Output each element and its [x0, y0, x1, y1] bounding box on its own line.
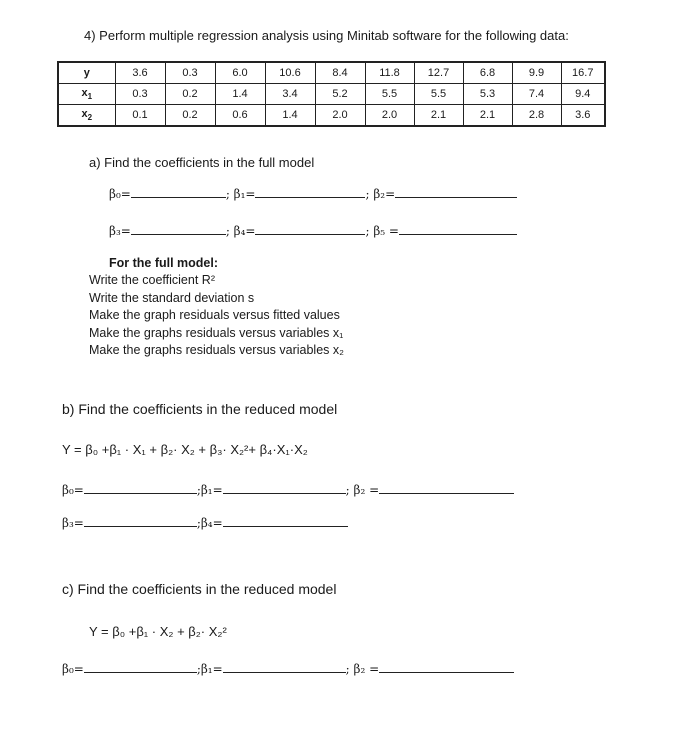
beta4-answer-line[interactable] [223, 525, 348, 527]
table-row [58, 84, 605, 105]
beta5-answer-line[interactable] [399, 233, 517, 235]
part-b-equation: Y = β₀ +β₁ · X₁ + β₂· X₂ + β₃· X₂²+ β₄·X₁·X₂ [62, 442, 308, 457]
table-cell: 12.7 [414, 62, 463, 84]
beta2-answer-line[interactable] [379, 492, 514, 494]
table-cell: 9.4 [561, 84, 605, 105]
task-item: Make the graph residuals versus fitted values [89, 308, 340, 322]
table-cell: 3.6 [561, 105, 605, 127]
beta0-label: β₀= [109, 187, 131, 201]
table-cell: 8.4 [315, 62, 365, 84]
question-title: 4) Perform multiple regression analysis using Minitab software for the following data: [84, 28, 569, 43]
beta2-answer-line[interactable] [395, 196, 517, 198]
beta0-answer-line[interactable] [84, 671, 197, 673]
part-a-heading: a) Find the coefficients in the full model [89, 155, 315, 170]
table-cell: 2.8 [512, 105, 561, 127]
table-cell: 6.0 [215, 62, 265, 84]
table-cell: 6.8 [463, 62, 512, 84]
part-c-row1 [62, 662, 514, 676]
table-cell: 0.1 [115, 105, 165, 127]
table-cell: 0.3 [115, 84, 165, 105]
table-row [58, 105, 605, 127]
beta4-label: ;β₄= [196, 516, 223, 530]
part-b-row1 [62, 483, 514, 497]
table-cell: 16.7 [561, 62, 605, 84]
beta3-label: β₃= [109, 224, 131, 238]
table-cell: 0.2 [165, 105, 215, 127]
beta2-label: ; β₂ = [345, 483, 380, 497]
part-a-row1 [109, 187, 517, 201]
table-cell: 7.4 [512, 84, 561, 105]
data-table [57, 61, 606, 127]
part-c-equation: Y = β₀ +β₁ · X₂ + β₂· X₂² [89, 624, 227, 639]
beta0-answer-line[interactable] [131, 196, 226, 198]
beta5-label: ; β₅ = [365, 224, 399, 238]
table-cell: 9.9 [512, 62, 561, 84]
table-cell: 0.2 [165, 84, 215, 105]
row-label: $x_2$ [58, 105, 115, 127]
beta4-label: ; β₄= [225, 224, 256, 238]
beta1-answer-line[interactable] [255, 196, 365, 198]
full-model-tasks [89, 272, 344, 360]
part-c-heading: c) Find the coefficients in the reduced model [62, 581, 337, 597]
table-row [58, 62, 605, 84]
beta3-label: β₃= [62, 516, 84, 530]
task-item: Write the standard deviation s [89, 290, 255, 305]
table-cell: 2.1 [463, 105, 512, 127]
table-cell: 0.6 [215, 105, 265, 127]
beta1-answer-line[interactable] [223, 671, 346, 673]
row-label: $x_1$ [58, 84, 115, 105]
beta0-label: β₀= [62, 662, 84, 676]
table-cell: 1.4 [265, 105, 315, 127]
table-cell: 5.2 [315, 84, 365, 105]
beta3-answer-line[interactable] [84, 525, 197, 527]
table-cell: 2.0 [365, 105, 414, 127]
table-cell: 11.8 [365, 62, 414, 84]
beta1-label: ; β₁= [225, 187, 256, 201]
table-cell: 10.6 [265, 62, 315, 84]
task-item: Make the graphs residuals versus variables x₁ [89, 325, 344, 340]
table-cell: 5.5 [414, 84, 463, 105]
table-cell: 5.5 [365, 84, 414, 105]
beta2-label: ; β₂ = [345, 662, 380, 676]
beta2-label: ; β₂= [365, 187, 396, 201]
table-cell: 2.0 [315, 105, 365, 127]
part-a-row2 [109, 224, 517, 238]
beta3-answer-line[interactable] [131, 233, 226, 235]
task-item: Make the graphs residuals versus variables x₂ [89, 343, 344, 357]
beta1-label: ;β₁= [196, 662, 223, 676]
row-label: y [58, 62, 115, 84]
table-cell: 3.4 [265, 84, 315, 105]
beta1-label: ;β₁= [196, 483, 223, 497]
beta1-answer-line[interactable] [223, 492, 346, 494]
full-model-heading: For the full model: [109, 256, 219, 270]
table-cell: 2.1 [414, 105, 463, 127]
table-cell: 3.6 [115, 62, 165, 84]
beta2-answer-line[interactable] [379, 671, 514, 673]
task-item: Write the coefficient R² [89, 273, 215, 287]
beta4-answer-line[interactable] [255, 233, 365, 235]
table-cell: 1.4 [215, 84, 265, 105]
table-cell: 0.3 [165, 62, 215, 84]
table-cell: 5.3 [463, 84, 512, 105]
part-b-heading: b) Find the coefficients in the reduced model [62, 401, 338, 417]
part-b-row2 [62, 516, 348, 530]
beta0-label: β₀= [62, 483, 84, 497]
beta0-answer-line[interactable] [84, 492, 197, 494]
